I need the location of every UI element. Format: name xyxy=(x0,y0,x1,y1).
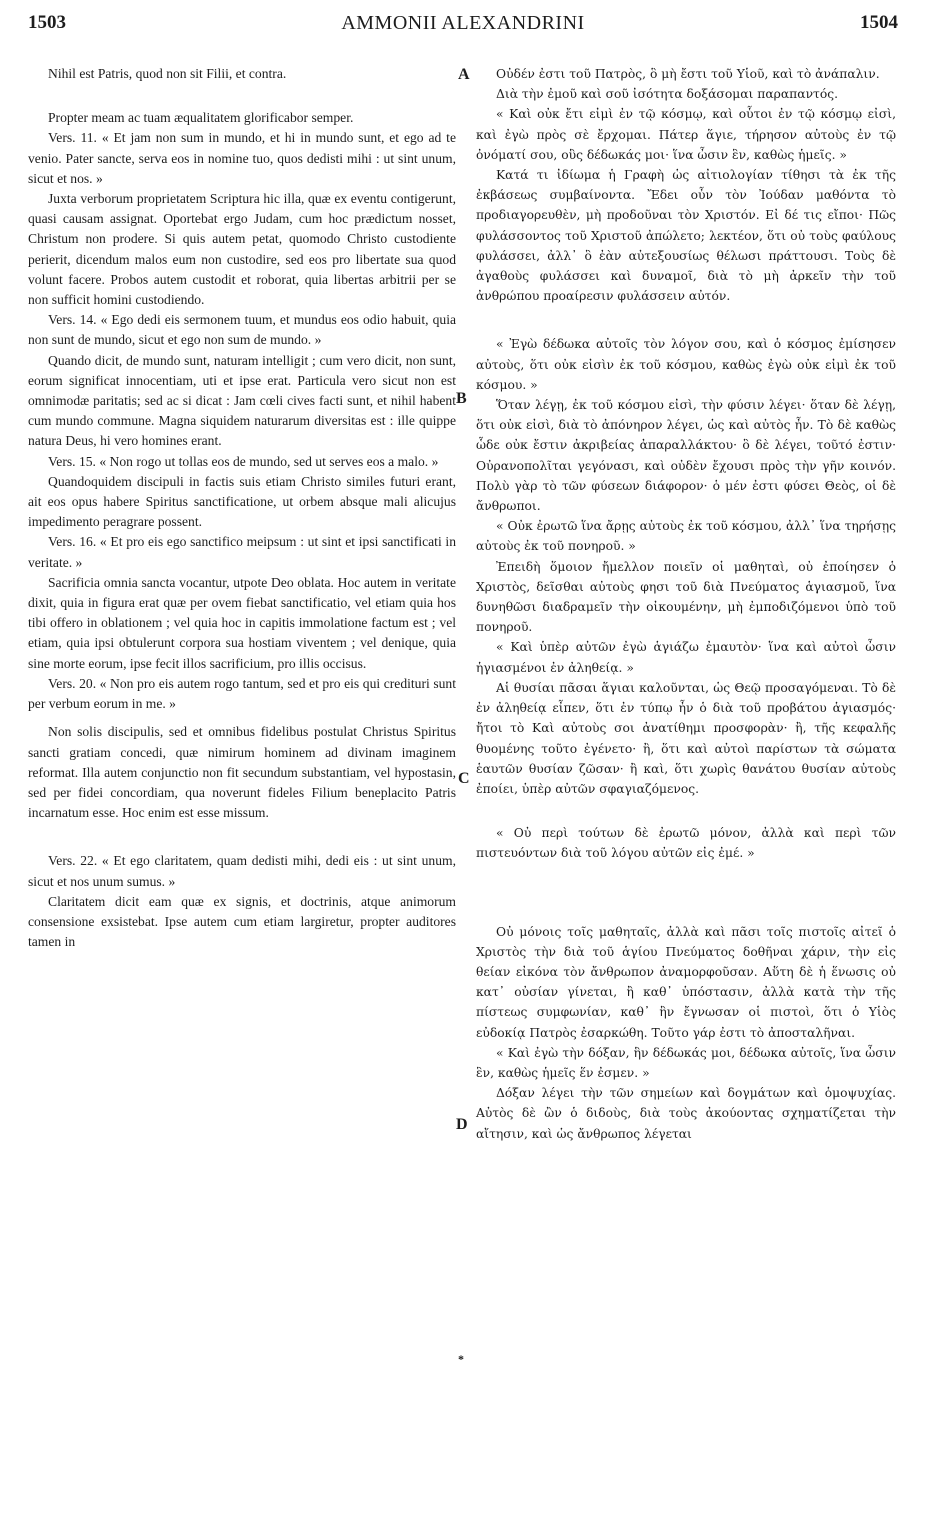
greek-verse: « Καὶ οὐκ ἔτι εἰμὶ ἐν τῷ κόσμῳ, καὶ οὗτοι ἐν τῷ κόσμῳ εἰσὶ, καὶ ἐγὼ πρὸς σὲ ἔρχομαι. Πάτερ ἅγιε, τήρησον αὐτοὺς ἐν τῷ ὀνόματί σου, οὓς δέδωκάς μοι· ἵνα ὦσιν ἓν, καθὼς ἡμεῖς. » xyxy=(476,107,896,162)
latin-paragraph: Non solis discipulis, sed et omnibus fidelibus postulat Christus Spiritus sancti gratiam concedi, quæ nimirum hominem ad divinam imaginem reformat. Illa autem conjunctio non fit secundum substantiam, vel hypostasin, sed per fidei concordiam, qua noverunt fideles Filium beneplacito Patris incarnatum esse. Hoc enim est esse missum. xyxy=(28,724,456,821)
latin-paragraph: Juxta verborum proprietatem Scriptura hic illa, quæ ex eventu contigerunt, quasi causam assignat. Oportebat ergo Judam, cum hoc prædictum nosset, Christum non prodere. Si quis autem petat, quomodo Christo custodiente perierit, dicendum malos eum non custodire, sed eos pro libertate sua quod volunt facere. Probos autem custodit et roborat, quia libertas arbitrii per se non sufficit homini custodiendo. xyxy=(28,191,456,308)
page-number-left: 1503 xyxy=(28,12,66,33)
latin-paragraph: Propter meam ac tuam æqualitatem glorificabor semper. xyxy=(48,110,354,126)
section-marker-b: B xyxy=(456,390,467,407)
latin-paragraph: Quando dicit, de mundo sunt, naturam intelligit ; cum vero dicit, non sunt, eorum significat innocentiam, uti et ipse erat. Particula vero sicut non est omnimodæ paritatis; sed ac si dicat : Jam cœli cives facti sunt, et nihil habent cum mundo commune. Magna siquidem naturarum diversitas est : ille quippe natura Deus, hi vero homines erant. xyxy=(28,352,456,449)
latin-verse: Vers. 16. « Et pro eis ego sanctifico meipsum : ut sint et ipsi sanctificati in veritate. » xyxy=(28,534,456,570)
latin-verse: Vers. 11. « Et jam non sum in mundo, et hi in mundo sunt, et ego ad te venio. Pater sancte, serva eos in nomine tuo, quos dedisti mihi : ut sint unum, sicut et nos. » xyxy=(28,130,456,186)
greek-paragraph: Οὐ μόνοις τοῖς μαθηταῖς, ἀλλὰ καὶ πᾶσι τοῖς πιστοῖς αἰτεῖ ὁ Χριστὸς τὴν διὰ τοῦ ἁγίου Πνεύματος δοθῆναι χάριν, τὴν εἰς θείαν εἰκόνα τὸν ἄνθρωπον ἀναμορφοῦσαν. Αὕτη δὲ ἡ ἕνωσις οὐ κατ᾽ οὐσίαν γίνεται, ἢ καθ᾽ ὑπόστασιν, ἀλλὰ κατὰ τὴν τῆς πίστεως συμφωνίαν, καθ᾽ ἣν ἔγνωσαν οἱ πιστοὶ, ὅτι ὁ Υἱὸς εὐδοκίᾳ Πατρὸς ἐσαρκώθη. Τοῦτο γάρ ἐστι τὸ ἀποσταλῆναι. xyxy=(476,924,896,1040)
latin-paragraph: Nihil est Patris, quod non sit Filii, et contra. xyxy=(48,66,287,81)
running-title: AMMONII ALEXANDRINI xyxy=(341,12,585,34)
footnote-star: * xyxy=(458,1352,464,1366)
greek-verse: « Ἐγὼ δέδωκα αὐτοῖς τὸν λόγον σου, καὶ ὁ κόσμος ἐμίσησεν αὐτοὺς, ὅτι οὐκ εἰσὶν ἐκ τοῦ κόσμου, καθὼς ἐγὼ οὐκ εἰμὶ ἐκ τοῦ κόσμου. » xyxy=(476,337,896,392)
greek-verse: « Οὐκ ἐρωτῶ ἵνα ἄρῃς αὐτοὺς ἐκ τοῦ κόσμου, ἀλλ᾽ ἵνα τηρήσῃς αὐτοὺς ἐκ τοῦ πονηροῦ. » xyxy=(476,519,896,554)
greek-paragraph: Διὰ τὴν ἐμοῦ καὶ σοῦ ἰσότητα δοξάσομαι παραπαντός. xyxy=(496,87,839,102)
greek-paragraph: Δόξαν λέγει τὴν τῶν σημείων καὶ δογμάτων καὶ ὁμοψυχίας. Αὐτὸς δὲ ὢν ὁ διδοὺς, διὰ τοὺς ἀκούοντας σχηματίζεται τὴν αἴτησιν, καὶ ὡς ἄνθρωπος λέγεται xyxy=(476,1086,896,1141)
section-marker-d: D xyxy=(456,1116,468,1133)
running-header xyxy=(28,6,898,38)
latin-paragraph: Claritatem dicit eam quæ ex signis, et doctrinis, atque animorum consensione exsistebat. Ipse autem cum etiam largiretur, propter auditores tamen in xyxy=(28,893,456,950)
greek-verse: « Καὶ ὑπὲρ αὐτῶν ἐγὼ ἁγιάζω ἐμαυτὸν· ἵνα καὶ αὐτοὶ ὦσιν ἡγιασμένοι ἐν ἀληθείᾳ. » xyxy=(476,640,896,675)
greek-verse: « Οὐ περὶ τούτων δὲ ἐρωτῶ μόνον, ἀλλὰ καὶ περὶ τῶν πιστευόντων διὰ τοῦ λόγου αὐτῶν εἰς ἐμέ. » xyxy=(476,826,896,861)
greek-paragraph: Οὐδέν ἐστι τοῦ Πατρὸς, ὃ μὴ ἔστι τοῦ Υἱοῦ, καὶ τὸ ἀνάπαλιν. xyxy=(496,67,880,81)
section-marker-a: A xyxy=(458,66,470,83)
latin-paragraph: Sacrificia omnia sancta vocantur, utpote Deo oblata. Hoc autem in veritate dixit, quia in figura erat quæ per ovem fiebat sanctificatio, vel etiam quia hos tibi offero in oblationem ; vel quia hoc in capitis immolatione factum est ; vel etiam, quia ipsi obtulerunt corpora sua hostiam viventem ; vel denique, quia sine morte eorum, ipse fecit illos sacrificium, pro illis occisus. xyxy=(28,574,456,671)
latin-verse: Vers. 22. « Et ego claritatem, quam dedisti mihi, dedi eis : ut sint unum, sicut et nos unum sumus. » xyxy=(28,853,456,889)
greek-column xyxy=(476,64,896,1144)
greek-verse: « Καὶ ἐγὼ τὴν δόξαν, ἣν δέδωκάς μοι, δέδωκα αὐτοῖς, ἵνα ὦσιν ἓν, καθὼς ἡμεῖς ἕν ἐσμεν. » xyxy=(476,1045,896,1080)
latin-paragraph: Quandoquidem discipuli in factis suis etiam Christo similes futuri erant, ait eos opus habere Spiritus sanctificatione, ut orbem absque mali alicujus impedimento peragrare possent. xyxy=(28,473,456,530)
greek-paragraph: Κατά τι ἰδίωμα ἡ Γραφὴ ὡς αἰτιολογίαν τίθησι τὰ ἐκ τῆς ἐκβάσεως συμβαίνοντα. Ἔδει οὖν τὸν Ἰούδαν μαθόντα τὸ προδιαγορευθὲν, μὴ προδοῦναι τὸν Χριστόν. Εἰ δέ τις εἴποι· Πῶς φυλάσσοντος τοῦ Χριστοῦ ἀπώλετο; λεκτέον, ὅτι οὐ τοὺς φαύλους φυλάσσει, ἀλλ᾽ ὃ ἐὰν αὐτεξουσίως θέλωσι πράττουσι. Τοὺς δὲ ἀγαθοὺς φυλάσσει καὶ δυναμοῖ, διὰ τὸ μὴ ἀρκεῖν τὴν τοῦ ἀνθρώπου προαίρεσιν φυλάσσειν αὐτόν. xyxy=(476,168,896,304)
page-number-right: 1504 xyxy=(860,12,898,33)
latin-column xyxy=(28,64,456,952)
latin-verse: Vers. 14. « Ego dedi eis sermonem tuum, et mundus eos odio habuit, quia non sunt de mundo, sicut et ego non sum de mundo. » xyxy=(28,312,456,348)
greek-paragraph: Ἐπειδὴ ὅμοιον ἤμελλον ποιεῖν οἱ μαθηταὶ, οὐ ἐποίησεν ὁ Χριστὸς, δεῖσθαι αὐτοὺς φησι τοῦ διὰ Πνεύματος ἁγιασμοῦ, ἵνα δυνηθῶσι διαδραμεῖν τὴν οἰκουμένην, μὴ ἐμποδιζόμενοι ὑπὸ τοῦ πονηροῦ. xyxy=(476,559,896,635)
greek-paragraph: Ὅταν λέγῃ, ἐκ τοῦ κόσμου εἰσὶ, τὴν φύσιν λέγει· ὅταν δὲ λέγῃ, ὅτι οὐκ εἰσὶ, διὰ τὸ ἀπόνηρον λέγει, ὡς καὶ αὐτὸς ἦν. Τὸ δὲ καθὼς ὧδε οὐκ ἔστιν ἀκριβείας ἀπαραλλάκτου· ὃ δὲ λέγει, τοῦτό ἐστιν· Οὐρανοπολῖται γεγόνασι, καὶ οὐδὲν ἔχουσι πρὸς τὴν γῆν κοινόν. Πολὺ γὰρ τὸ τῶν φύσεων διάφορον· ὁ μέν ἐστι φύσει Θεὸς, οἱ δὲ ἄνθρωποι. xyxy=(476,398,896,514)
latin-verse: Vers. 15. « Non rogo ut tollas eos de mundo, sed ut serves eos a malo. » xyxy=(48,453,439,469)
latin-verse: Vers. 20. « Non pro eis autem rogo tantum, sed et pro eis qui credituri sunt per verbum eorum in me. » xyxy=(28,675,456,712)
section-marker-c: C xyxy=(458,770,470,787)
greek-paragraph: Αἱ θυσίαι πᾶσαι ἅγιαι καλοῦνται, ὡς Θεῷ προσαγόμεναι. Τὸ δὲ ἐν ἀληθείᾳ εἶπεν, ὅτι ἐν τύπῳ ἦν ὁ διὰ τοῦ προβάτου ἁγιασμός· ἤτοι τὸ Καὶ αὐτοὺς σοι ἀνατίθημι προσφορὰν· ἢ, τῆς κεφαλῆς θυομένης τοῦτο ἐγένετο· ἢ, ὅτι καὶ αὐτοὶ παρίστων τὰ σώματα ἑαυτῶν θυσίαν ζῶσαν· ἢ καὶ, ὅτι χωρὶς θανάτου θυσίαν αὐτοὺς ἐποίει, ὑπὲρ αὐτῶν σφαγιαζόμενος. xyxy=(476,680,896,796)
